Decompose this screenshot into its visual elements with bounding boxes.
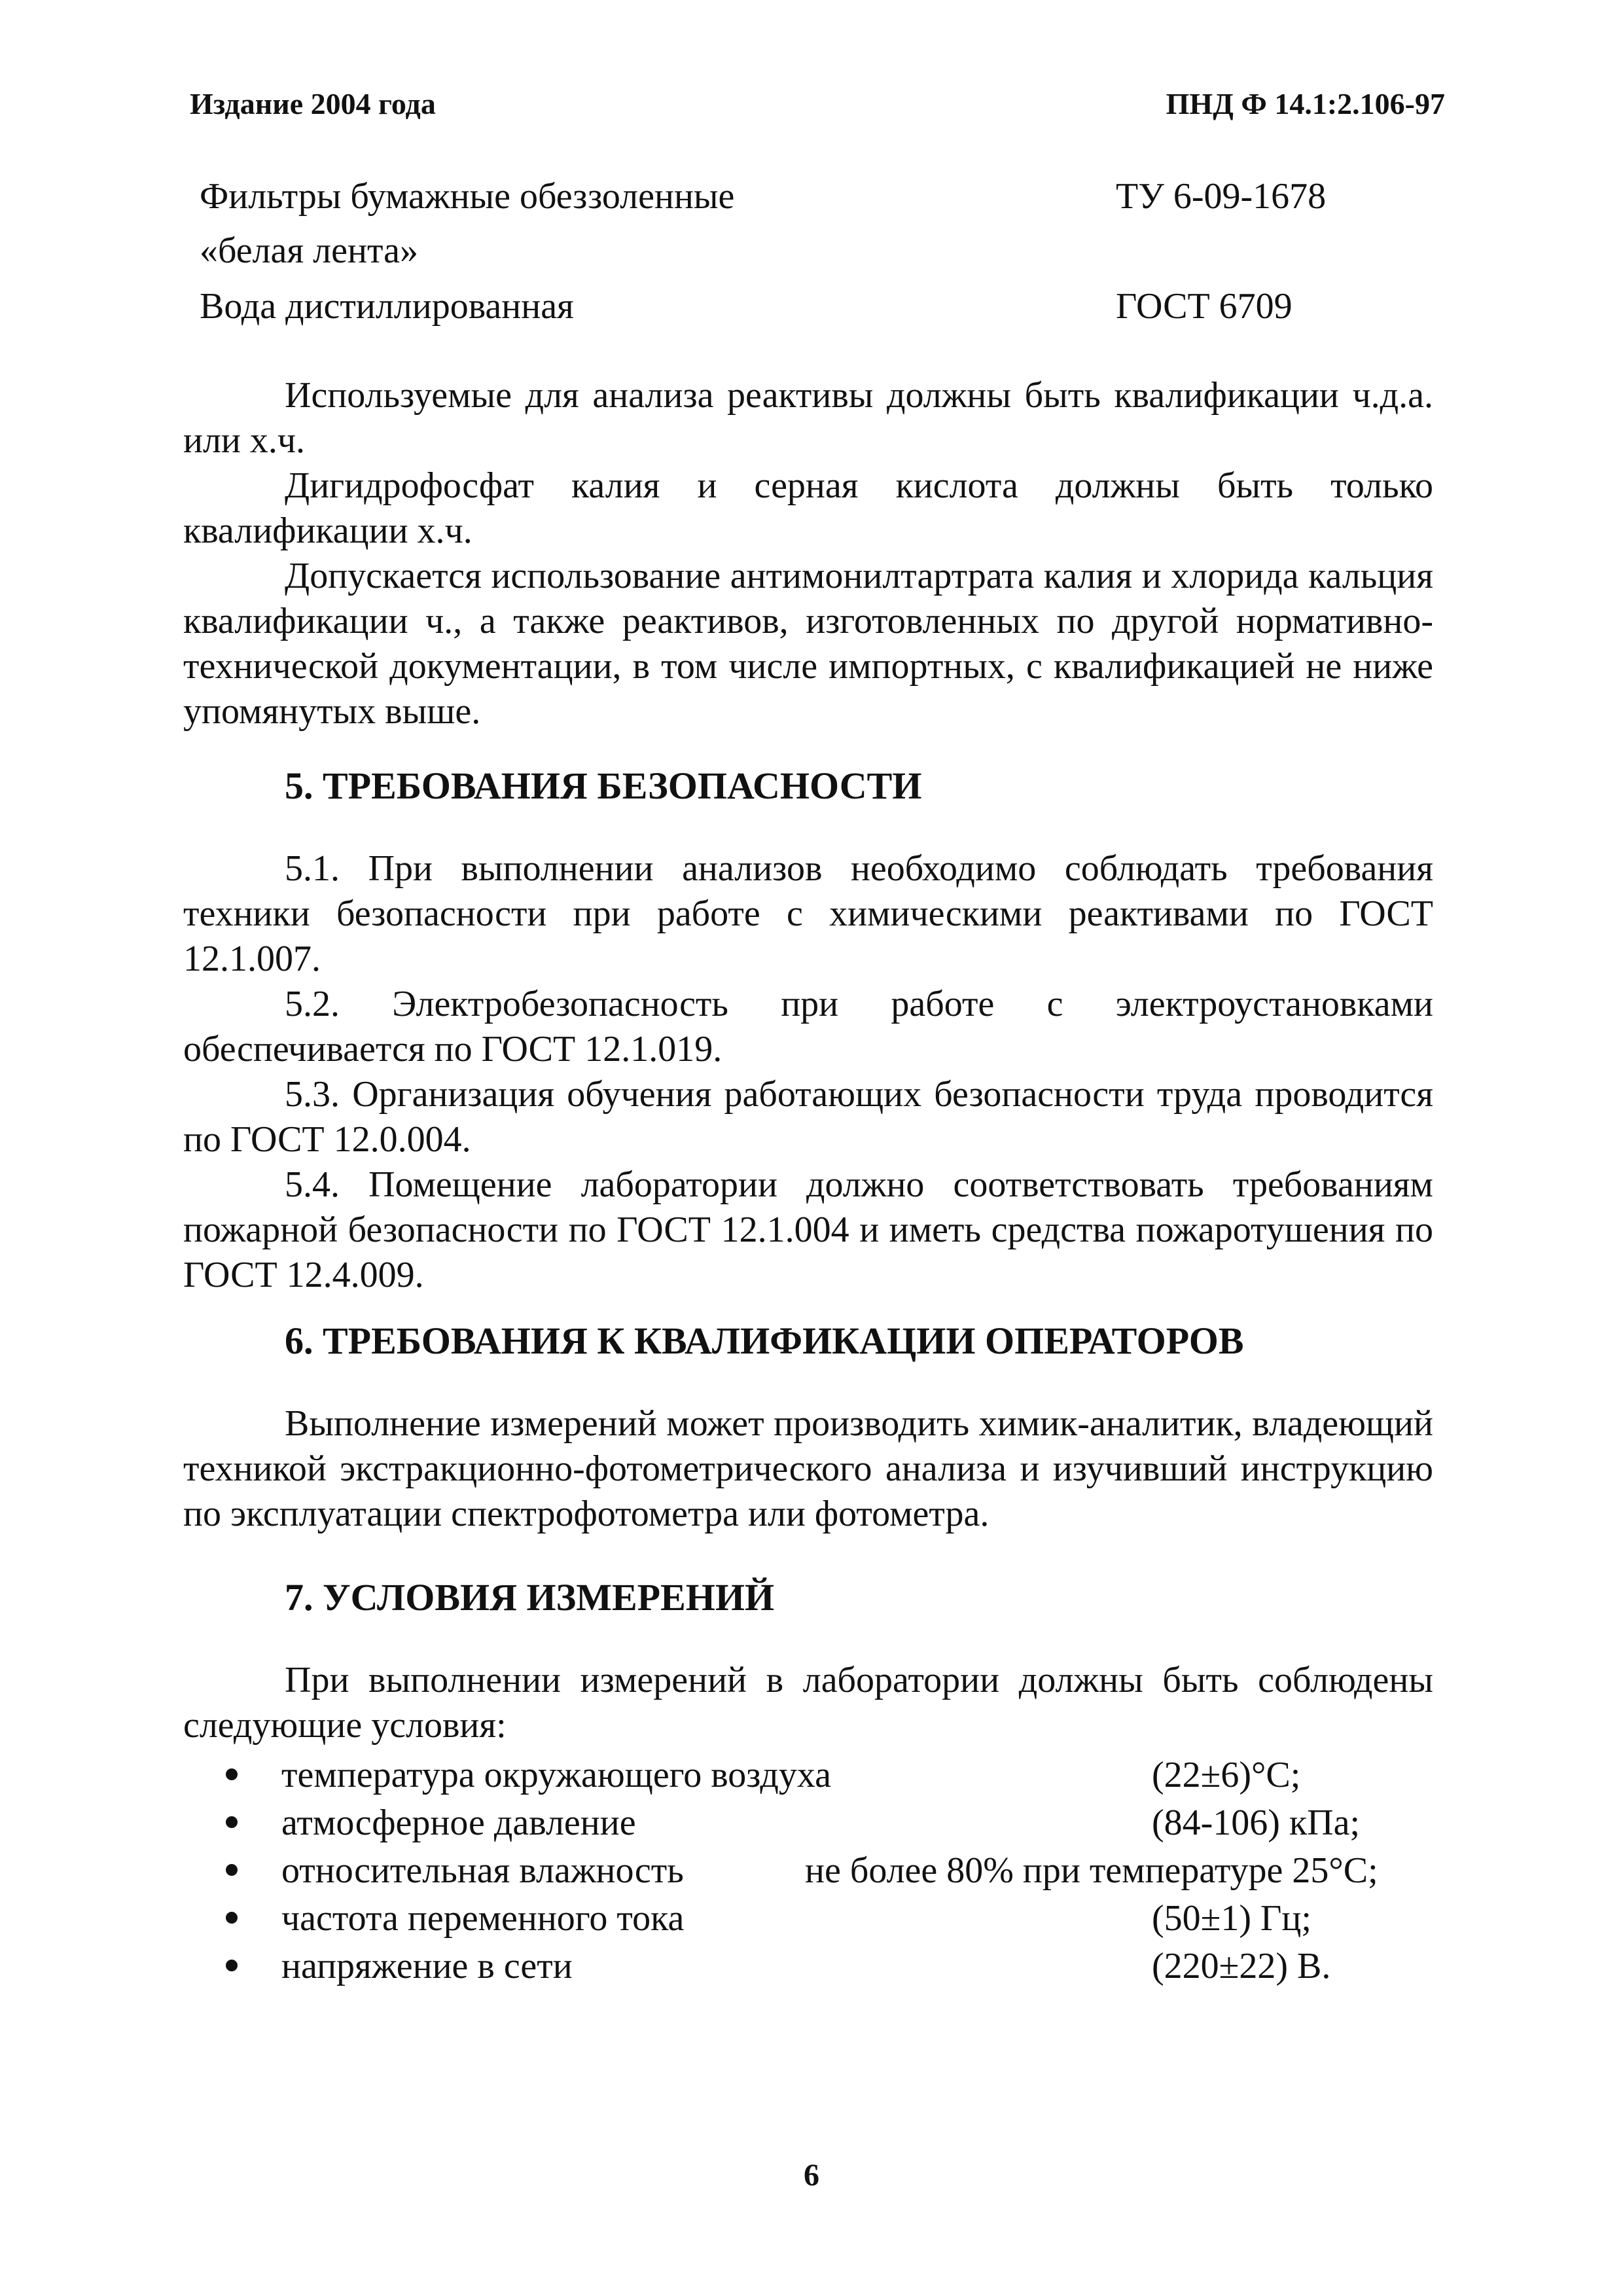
paragraph: 5.3. Организация обучения работающих безопасности труда проводится по ГОСТ 12.0.004. — [183, 1074, 1433, 1160]
material-name: «белая лента» — [200, 230, 418, 271]
condition-label: напряжение в сети — [281, 1946, 573, 1986]
bullet-icon — [226, 1768, 238, 1780]
section-6-body — [183, 1401, 1433, 1537]
bullet-icon — [226, 1864, 238, 1876]
condition-value: (84-106) кПа; — [1152, 1803, 1361, 1843]
list-item — [226, 1802, 1430, 1850]
list-item — [226, 1897, 1430, 1945]
section-7-intro — [183, 1658, 1433, 1748]
section-7-heading: 7. УСЛОВИЯ ИЗМЕРЕНИЙ — [285, 1576, 775, 1619]
section-6-heading: 6. ТРЕБОВАНИЯ К КВАЛИФИКАЦИИ ОПЕРАТОРОВ — [285, 1319, 1244, 1362]
condition-label: частота переменного тока — [281, 1898, 685, 1939]
page-number: 6 — [804, 2158, 819, 2193]
material-standard: ГОСТ 6709 — [1116, 286, 1293, 327]
paragraph: Допускается использование антимонилтартрата калия и хлорида кальция квалификации ч., а также реактивов, изготовленных по другой нормативно-технической документации, в том числе импортных, с квалификацией не ниже упомянутых выше. — [183, 556, 1433, 732]
bullet-icon — [226, 1912, 238, 1924]
list-item — [226, 1850, 1430, 1897]
edition-header: Издание 2004 года — [190, 87, 436, 120]
material-name: Вода дистиллированная — [200, 286, 574, 327]
paragraph: 5.1. При выполнении анализов необходимо соблюдать требования техники безопасности при работе с химическими реактивами по ГОСТ 12.1.007. — [183, 848, 1433, 979]
paragraph: 5.2. Электробезопасность при работе с электроустановками обеспечивается по ГОСТ 12.1.019. — [183, 984, 1433, 1069]
condition-value: (220±22) В. — [1152, 1946, 1331, 1986]
condition-value: (50±1) Гц; — [1152, 1898, 1311, 1939]
paragraph: Дигидрофосфат калия и серная кислота должны быть только квалификации х.ч. — [183, 465, 1433, 551]
bullet-icon — [226, 1960, 238, 1971]
condition-label: атмосферное давление — [281, 1803, 636, 1843]
material-standard: ТУ 6-09-1678 — [1116, 176, 1327, 217]
condition-label: температура окружающего воздуха — [281, 1755, 832, 1795]
paragraph: Используемые для анализа реактивы должны быть квалификации ч.д.а. или х.ч. — [183, 375, 1433, 461]
paragraph: 5.4. Помещение лаборатории должно соответствовать требованиям пожарной безопасности по ГОСТ 12.1.004 и иметь средства пожаротушения по ГОСТ 12.4.009. — [183, 1164, 1433, 1295]
section-5-heading: 5. ТРЕБОВАНИЯ БЕЗОПАСНОСТИ — [285, 764, 922, 807]
document-code-header: ПНД Ф 14.1:2.106-97 — [1166, 87, 1445, 120]
condition-value: (22±6)°С; — [1152, 1755, 1301, 1795]
section-5-body — [183, 846, 1433, 1298]
conditions-list — [226, 1754, 1430, 1993]
condition-label: относительная влажность — [281, 1850, 684, 1891]
material-name: Фильтры бумажные обеззоленные — [200, 176, 735, 217]
paragraph: При выполнении измерений в лаборатории должны быть соблюдены следующие условия: — [183, 1660, 1433, 1746]
paragraph: Выполнение измерений может производить химик-аналитик, владеющий техникой экстракционно-фотометрического анализа и изучивший инструкцию по эксплуатации спектрофотометра или фотометра. — [183, 1403, 1433, 1534]
intro-paragraphs — [183, 373, 1433, 734]
bullet-icon — [226, 1816, 238, 1828]
list-item — [226, 1945, 1430, 1993]
condition-value: не более 80% при температуре 25°С; — [805, 1850, 1378, 1891]
list-item — [226, 1754, 1430, 1802]
